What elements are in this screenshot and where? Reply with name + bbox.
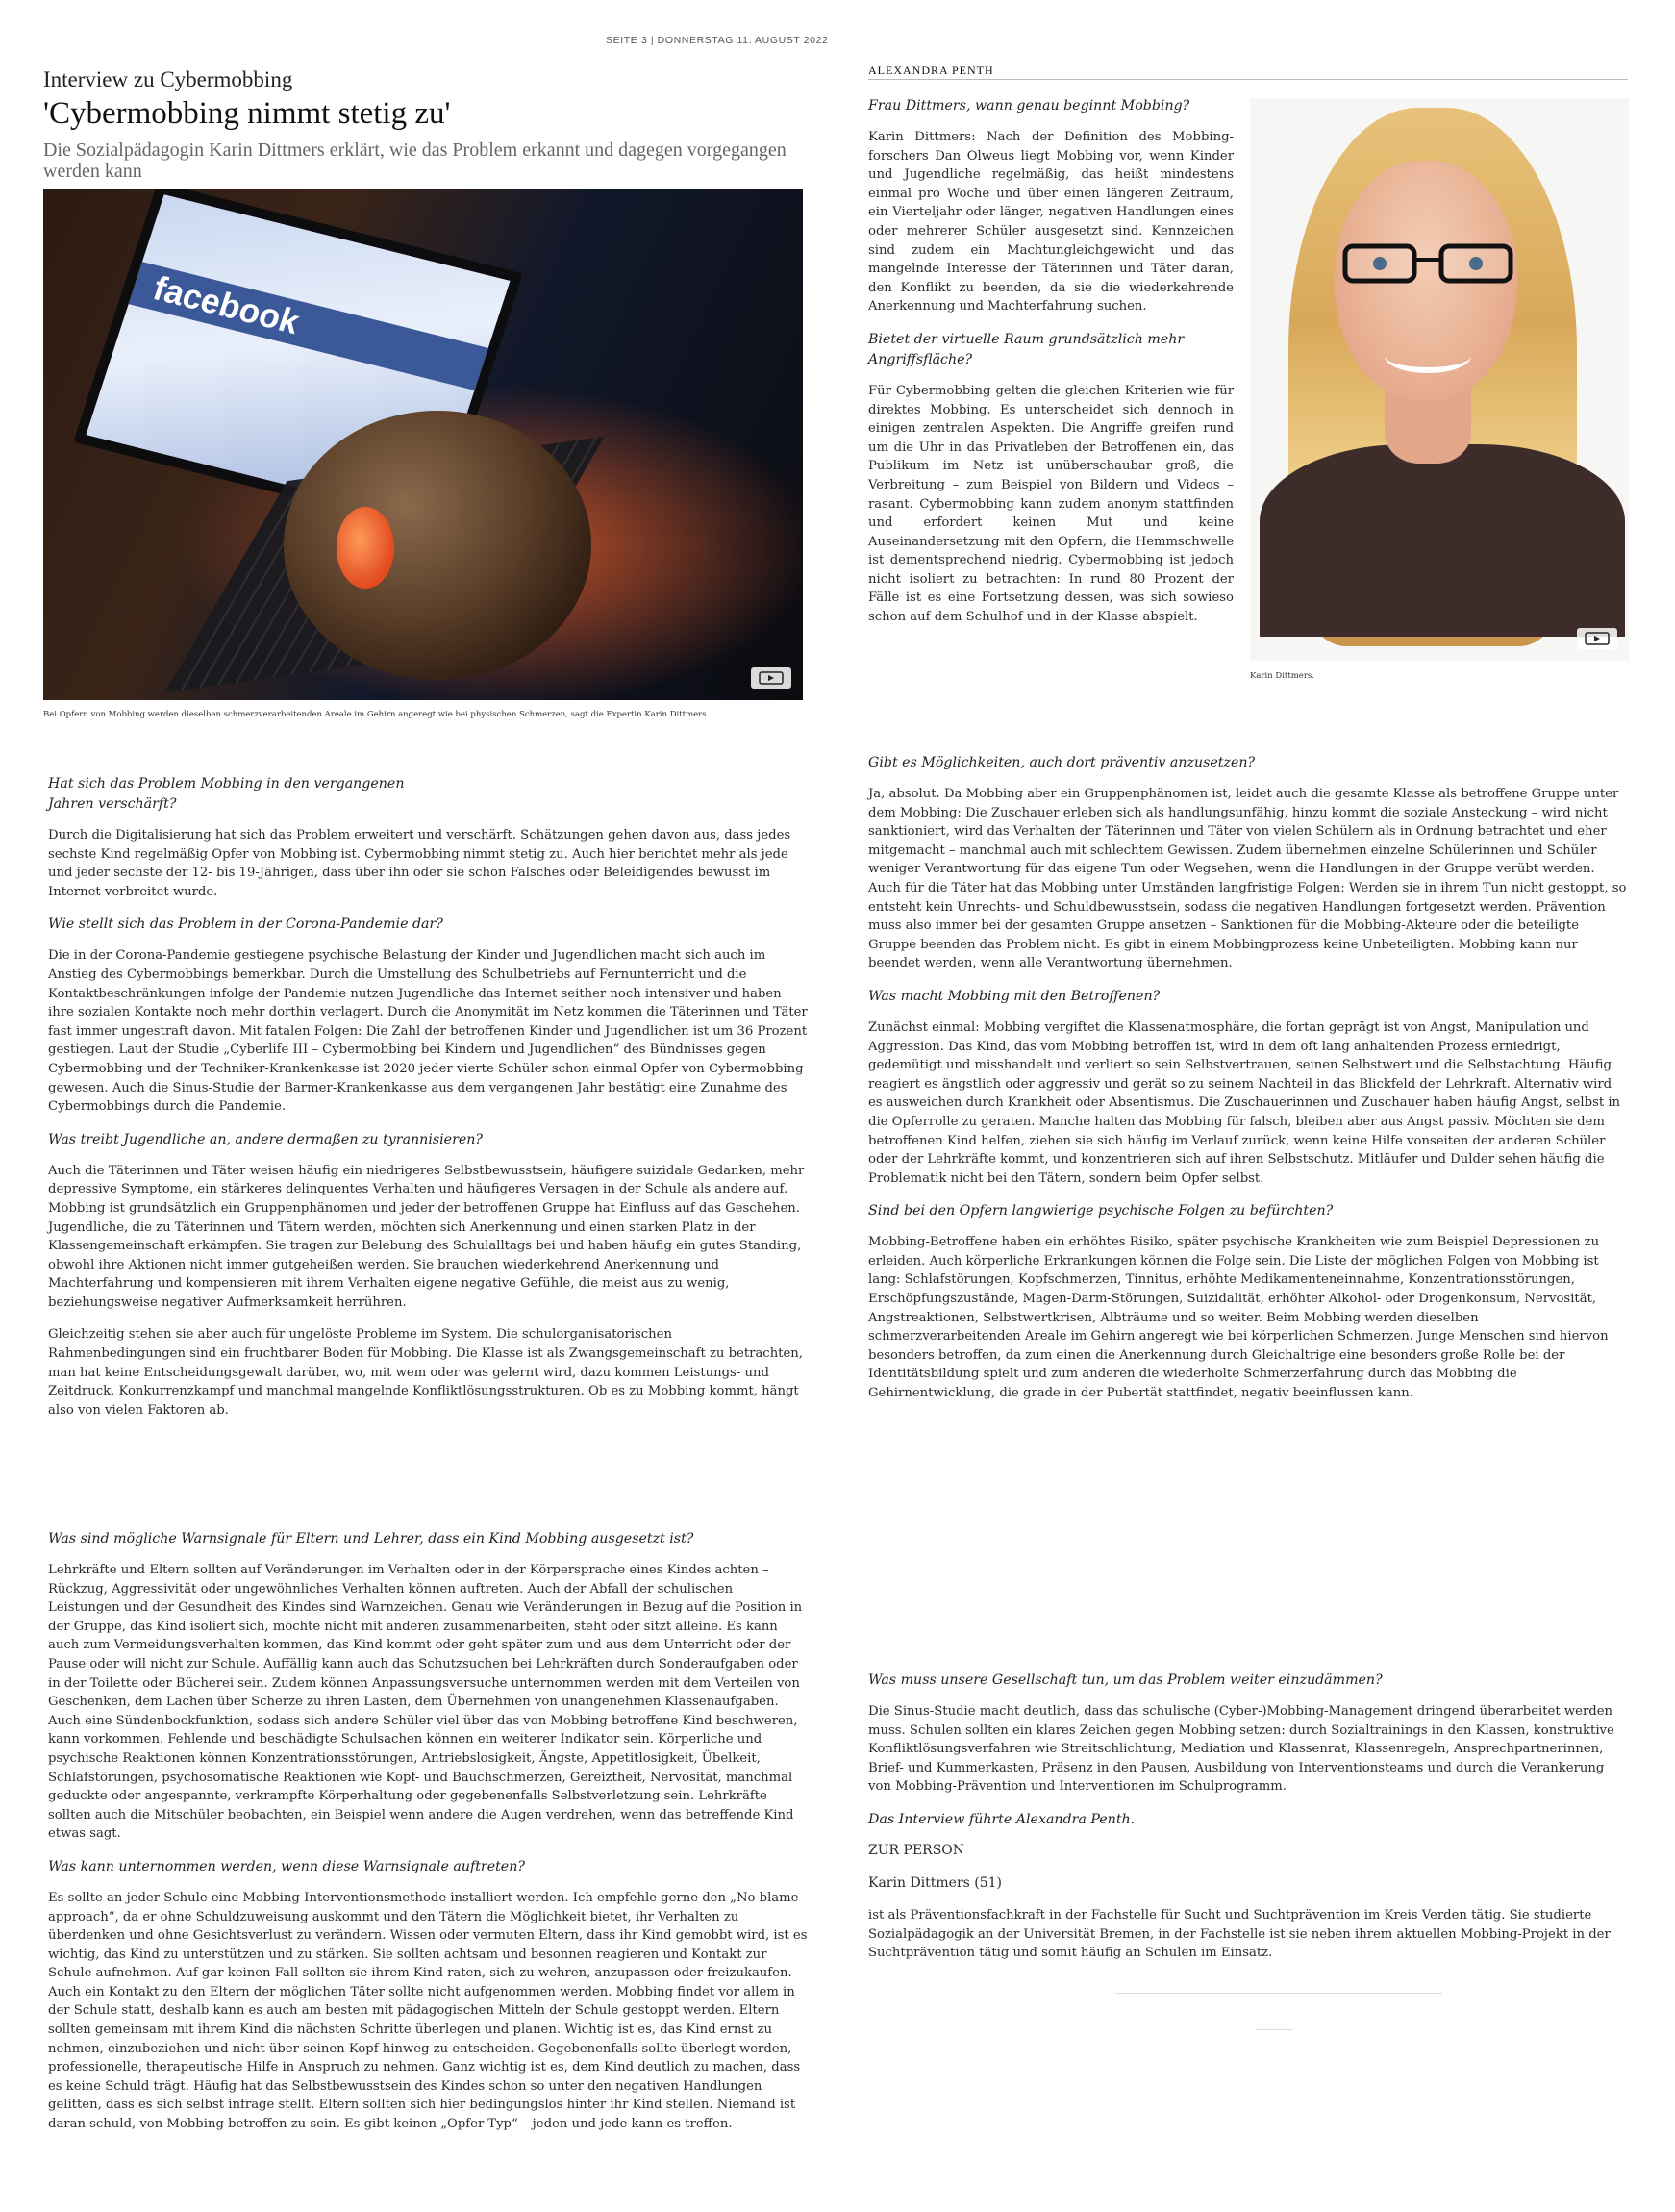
end-rule-short	[1255, 2029, 1293, 2030]
question: Sind bei den Opfern langwierige psychische Folgen zu befürchten?	[868, 1203, 1334, 1219]
question: Was macht Mobbing mit den Betroffenen?	[868, 988, 1161, 1004]
answer: Es sollte an jeder Schule eine Mobbing-Interventionsmethode installiert werden. Ich empfehle gerne den „No blame approach“, da er ohne Schuldzuweisung auskommt und den Tätern die Möglichkeit bietet, ihr Verhalten zu überdenken und ohne Gesichtsverlust zu verändern. Wissen oder vermuten Eltern, dass ihr Kind gemobbt wird, ist es wichtig, das Kind zu unterstützen und zu stärken. Sie sollten achtsam und besonnen reagieren und Kontakt zur Schule aufnehmen. Auf gar keinen Fall sollten sie ihrem Kind raten, sich zu wehren, anzupassen oder freizukaufen. Auch ein Kontakt zu den Eltern der möglichen Täter sollte nicht aufgenommen werden. Mobbing findet vor allem in der Schule statt, deshalb kann es auch am besten mit pädagogischen Mitteln der Schule gestoppt werden. Eltern sollten gemeinsam mit ihrem Kind die nächsten Schritte überlegen und planen. Wichtig ist es, das Kind ernst zu nehmen, einzubeziehen und nicht über seinen Kopf hinweg zu entscheiden. Gegebenenfalls sollte überlegt werden, professionelle, therapeutische Hilfe in Anspruch zu nehmen. Ganz wichtig ist es, dem Kind deutlich zu machen, dass es keine Schuld trägt. Häufig hat das Selbstbewusstsein des Kindes schon so unter den negativen Handlungen gelitten, dass es sich selbst infrage stellt. Eltern sollten sich hier bedingungslos hinter ihr Kind stellen. Niemand ist daran schuld, von Mobbing betroffen zu sein. Es gibt keinen „Opfer-Typ“ – jeden und jede kann es treffen.	[48, 1890, 808, 2132]
question: Was kann unternommen werden, wenn diese Warnsignale auftreten?	[48, 1858, 525, 1874]
author-rule	[868, 79, 1628, 80]
portrait-smile	[1385, 339, 1471, 373]
top-right-column	[868, 96, 1234, 641]
answer: Karin Dittmers: Nach der Definition des Mobbing-forschers Dan Olweus liegt Mobbing vor, wenn Kinder und Jugendliche regelmäßig, das heißt mindestens einmal pro Woche und über einen längeren Zeitraum, ein Vierteljahr oder länger, negativen Handlungen eines oder mehrerer Schüler ausgesetzt sind. Kennzeichen sind zudem ein Machtungleichgewicht und das mangelnde Interesse der Täterinnen und Täter daran, den Konflikt zu beenden, da sie die wiederkehrende Anerkennung und Machterfahrung suchen.	[868, 130, 1234, 314]
answer: Für Cybermobbing gelten die gleichen Kriterien wie für direktes Mobbing. Es unterscheidet sich dennoch in einigen zentralen Aspekten. Die Angriffe greifen rund um die Uhr in das Privatleben der Betroffenen ein, das Publikum im Netz ist unüberschaubar groß, die Verbreitung – zum Beispiel von Bildern und Videos – rasant. Cybermobbing kann zudem anonym stattfinden und erfordert keinen Mut und keine Auseinandersetzung mit den Opfern, die Hemmschwelle ist dementsprechend niedrig. Cybermobbing ist jedoch nicht isoliert zu betrachten: In rund 80 Prozent der Fälle ist es eine Fortsetzung dessen, was sich sowieso schon auf dem Schulhof und in der Klasse abspielt.	[868, 383, 1234, 625]
answer: Zunächst einmal: Mobbing vergiftet die Klassenatmosphäre, die fortan geprägt ist von Angst, Manipulation und Aggression. Das Kind, das vom Mobbing betroffen ist, wird in dem oft lang anhaltenden Prozess erniedrigt, gedemütigt und misshandelt und verliert so sein Selbstvertrauen, seinen Selbstwert und die Selbstachtung. Häufig reagiert es ängstlich oder aggressiv und gerät so zu seinem Nachteil in das Blickfeld der Lehrkraft. Alternativ wird es ausweichen durch Krankheit oder Absentismus. Die Zuschauerinnen und Zuschauer haben häufig Angst, selbst in die Opferrolle zu geraten. Manche halten das Mobbing für falsch, bleiben aber aus Angst passiv. Möchten sie dem betroffenen Kind helfen, ziehen sie sich häufig im Verlauf zurück, wenn keine Hilfe vonseiten der anderen Schüler oder der Lehrkräfte kommt, und konzentrieren sich auf ihren Selbstschutz. Mitläufer und Dulder sehen häufig die Problematik nicht bei den Tätern, sondern beim Opfer selbst.	[868, 1019, 1621, 1186]
answer: Auch die Täterinnen und Täter weisen häufig ein niedrigeres Selbstbewusstsein, häufigere suizidale Gedanken, mehr depressive Symptome, ein stärkeres delinquentes Verhalten und häufigeres Versagen in der Schule als andere auf. Mobbing ist grundsätzlich ein Gruppenphänomen und jeder der betroffenen Gruppe hat Einfluss auf das Geschehen. Jugendliche, die zu Täterinnen und Tätern werden, möchten sich Anerkennung und einen starken Platz in der Klassengemeinschaft erkämpfen. Sie tragen zur Belebung des Schulalltags bei und haben häufig ein gutes Standing, obwohl ihre Aktionen nicht immer gutgeheißen werden. Sie brauchen wiederkehrend Anerkennung und Machterfahrung und kompensieren mit ihrem Verhalten eigene negative Gefühle, die meist aus zu wenig, beziehungsweise negativer Aufmerksamkeit herrühren.	[48, 1163, 805, 1310]
kicker: Interview zu Cybermobbing	[43, 67, 293, 91]
author-byline: ALEXANDRA PENTH	[868, 63, 994, 77]
question: Was sind mögliche Warnsignale für Eltern und Lehrer, dass ein Kind Mobbing ausgesetzt ist?	[48, 1531, 694, 1546]
person-bio: ist als Präventionsfachkraft in der Fachstelle für Sucht und Suchtprävention im Kreis Verden tätig. Sie studierte Sozialpädagogik an der Universität Bremen, in der Fachstelle ist sie neben ihrem aktuellen Mobbing-Projekt in der Suchtprävention tätig und somit häufig an Schulen im Einsatz.	[868, 1908, 1611, 1961]
portrait-shirt	[1260, 444, 1625, 637]
video-play-icon[interactable]	[751, 667, 791, 689]
interview-credit: Das Interview führte Alexandra Penth.	[868, 1811, 1136, 1827]
question: Hat sich das Problem Mobbing in den vergangenen Jahren verschärft?	[48, 776, 405, 812]
page-info: SEITE 3 | DONNERSTAG 11. AUGUST 2022	[606, 35, 829, 46]
portrait-caption: Karin Dittmers.	[1250, 671, 1314, 681]
answer: Die in der Corona-Pandemie gestiegene psychische Belastung der Kinder und Jugendlichen macht sich auch im Anstieg des Cybermobbings bemerkbar. Durch die Umstellung des Schulbetriebs auf Fernunterricht und die Kontaktbeschränkungen infolge der Pandemie nutzen Jugendliche das Internet seither noch intensiver und haben ihre sozialen Kontakte noch mehr dorthin verlagert. Durch die Anonymität im Netz kommen die Täterinnen und Täter fast immer ungestraft davon. Mit fatalen Folgen: Die Zahl der betroffenen Kinder und Jugendlichen ist um 36 Prozent gestiegen. Laut der Studie „Cyberlife III – Cybermobbing bei Kindern und Jugendlichen“ des Bündnisses gegen Cybermobbing und der Techniker-Krankenkasse ist 2020 jeder vierte Schüler schon einmal Opfer von Cybermobbing gewesen. Auch die Sinus-Studie der Barmer-Krankenkasse aus dem vergangenen Jahr bestätigt eine Zunahme des Cybermobbings durch die Pandemie.	[48, 948, 808, 1115]
right-bottom-column	[868, 1671, 1628, 1976]
left-bottom-column	[48, 1529, 808, 2148]
person-label: ZUR PERSON	[868, 1842, 965, 1858]
answer: Die Sinus-Studie macht deutlich, dass das schulische (Cyber-)Mobbing-Management dringend überarbeitet werden muss. Schulen sollten ein klares Zeichen gegen Mobbing setzen: durch Sozialtrainings in den Klassen, konstruktive Konfliktlösungsverfahren wie Streitschlichtung, Mediation und Klassenrat, Klassenregeln, Ansprechpartnerinnen, Brief- und Kummerkasten, Präsenz in den Pausen, Ausbildung von Interventionsteams und durch die Verankerung von Mobbing-Prävention und Interventionen im Schulprogramm.	[868, 1704, 1614, 1795]
video-play-icon[interactable]	[1577, 628, 1617, 649]
facebook-logo: facebook	[129, 262, 488, 390]
glasses-icon	[1341, 242, 1514, 285]
person-name: Karin Dittmers (51)	[868, 1874, 1003, 1891]
question: Was muss unsere Gesellschaft tun, um das Problem weiter einzudämmen?	[868, 1672, 1383, 1688]
child-ear	[337, 507, 394, 589]
question: Bietet der virtuelle Raum grundsätzlich mehr Angriffsfläche?	[868, 331, 1185, 367]
answer: Durch die Digitalisierung hat sich das Problem erweitert und verschärft. Schätzungen gehen davon aus, dass jedes sechste Kind regelmäßig Opfer von Mobbing ist. Cybermobbing nimmt stetig zu. Auch hier berichtet mehr als jede und jeder sechste der 12- bis 19-Jährigen, dass über ihn oder sie schon Falsches oder Beleidigendes bewusst im Internet verbreitet wurde.	[48, 828, 791, 899]
left-middle-column	[48, 774, 808, 1433]
question: Wie stellt sich das Problem in der Corona-Pandemie dar?	[48, 917, 443, 933]
portrait-photo	[1250, 98, 1629, 661]
answer-continued: Gleichzeitig stehen sie aber auch für ungelöste Probleme im System. Die schulorganisatorischen Rahmenbedingungen sind ein fruchtbarer Boden für Mobbing. Die Klasse ist als Zwangsgemeinschaft zu betrachten, man hat keine Entscheidungsgewalt darüber, wo, mit wem oder was gelernt wird, dazu kommen Leistungs- und Zeitdruck, Konkurrenzkampf und manchmal mangelnde Konfliktlösungsstrukturen. Ob es zu Mobbing kommt, hängt also von vielen Faktoren ab.	[48, 1327, 803, 1418]
main-photo-caption: Bei Opfern von Mobbing werden dieselben schmerzverarbeitenden Areale im Gehirn angeregt wie bei physischen Schmerzen, sagt die Expertin Karin Dittmers.	[43, 710, 710, 719]
headline: 'Cybermobbing nimmt stetig zu'	[43, 96, 451, 131]
main-photo	[43, 189, 803, 700]
question: Frau Dittmers, wann genau beginnt Mobbing?	[868, 98, 1190, 113]
answer: Ja, absolut. Da Mobbing aber ein Gruppenphänomen ist, leidet auch die gesamte Klasse als betroffene Gruppe unter dem Mobbing: Die Zuschauer erleben sich als handlungsunfähig, hinzu kommt die soziale Ansteckung – wird nicht sanktioniert, wird das Verhalten der Täterinnen und Täter von vielen Schülern als in Ordnung betrachtet und eher mitgemacht – manchmal auch mit schlechtem Gewissen. Zudem übernehmen einzelne Schülerinnen und Schüler weniger Verantwortung für das eigene Tun oder Wegsehen, wenn die Handlungen in der Gruppe verübt werden. Auch für die Täter hat das Mobbing unter Umständen langfristige Folgen: Werden sie in ihrem Tun nicht gestoppt, so entsteht kein Unrechts- und Schuldbewusstsein, sodass die negativen Handlungen fortgesetzt werden. Prävention muss also immer bei der gesamten Gruppe ansetzen – Sanktionen für die Mobbing-Akteure oder die beteiligte Gruppe beenden das Problem nicht. Es gibt in einem Mobbingprozess keine Unbeteiligten. Mobbing kann nur beendet werden, wenn alle Verantwortung übernehmen.	[868, 787, 1627, 971]
end-rule	[1115, 1993, 1442, 1994]
subheadline: Die Sozialpädagogin Karin Dittmers erklärt, wie das Problem erkannt und dagegen vorgegangen werden kann	[43, 139, 787, 182]
question: Gibt es Möglichkeiten, auch dort präventiv anzusetzen?	[868, 755, 1256, 770]
child-head	[284, 411, 591, 680]
right-middle-column	[868, 753, 1628, 1417]
answer: Mobbing-Betroffene haben ein erhöhtes Risiko, später psychische Krankheiten wie zum Beispiel Depressionen zu erleiden. Auch körperliche Erkrankungen können die Folge sein. Die Liste der möglichen Folgen von Mobbing ist lang: Schlafstörungen, Kopfschmerzen, Tinnitus, erhöhte Medikamenteneinnahme, Konzentrationsstörungen, Erschöpfungszustände, Magen-Darm-Störungen, Suizidalität, erhöhter Alkohol- oder Drogenkonsum, Nervosität, Angstreaktionen, Selbstwertkrisen, Albträume und so weiter. Beim Mobbing werden dieselben schmerzverarbeitenden Areale im Gehirn angeregt wie bei körperlichen Schmerzen. Junge Menschen sind hiervon besonders betroffen, da zum einen die Anerkennung durch Gleichaltrige eine besonders große Rolle bei der Identitätsbildung spielt und zum anderen die wiederholte Schmerzerfahrung durch das Mobbing die Gehirnentwicklung, die grade in der Pubertät stattfindet, negativ beeinflussen kann.	[868, 1235, 1609, 1401]
question: Was treibt Jugendliche an, andere dermaßen zu tyrannisieren?	[48, 1131, 483, 1147]
answer: Lehrkräfte und Eltern sollten auf Veränderungen im Verhalten oder in der Körpersprache eines Kindes achten – Rückzug, Aggressivität oder ungewöhnliches Verhalten können auftreten. Auch der Abfall der schulischen Leistungen und der Gesundheit des Kindes sind Warnzeichen. Genau wie Veränderungen in Bezug auf die Position in der Gruppe, das Kind isoliert sich, möchte nicht mit anderen zusammenarbeiten, steht oder sitzt alleine. Es kann auch zum Vermeidungsverhalten kommen, das Kind kommt oder geht später zum und aus dem Unterricht oder der Pause oder will nicht zur Schule. Auffällig kann auch das Schutzsuchen bei Lehrkräften durch Sonderaufgaben oder in der Toilette oder Bücherei sein. Zudem können Anpassungsversuche unternommen werden mit dem Verteilen von Geschenken, dem Lachen über Scherze zu ihren Lasten, dem Übernehmen von unangenehmen Klassenaufgaben. Auch eine Sündenbockfunktion, sodass sich andere Schüler viel über das von Mobbing betroffene Kind beschweren, kann vorkommen. Fehlende und beschädigte Schulsachen können ein weiterer Indikator sein. Körperliche und psychische Reaktionen können Konzentrationsstörungen, Antriebslosigkeit, Ängste, Appetitlosigkeit, Übelkeit, Schlafstörungen, psychosomatische Reaktionen wie Kopf- und Bauchschmerzen, Gereiztheit, Nervosität, manchmal geduckte oder angespannte, verkrampfte Körperhaltung oder gegebenenfalls Selbstverletzung sein. Lehrkräfte sollten auch die Mitschüler beobachten, ein Beispiel wenn andere die Augen verdrehen, wenn das betreffende Kind etwas sagt.	[48, 1563, 803, 1842]
